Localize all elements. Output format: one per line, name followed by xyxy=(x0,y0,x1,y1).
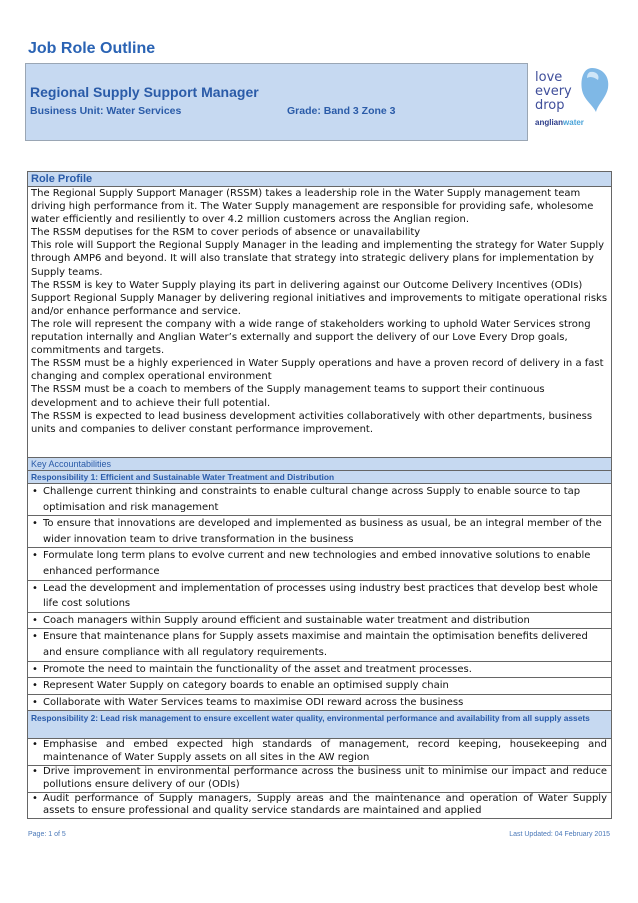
list-item: • Emphasise and embed expected high standards of management, record keeping, housekeeping and maintenance of Water Supply assets on all sites in the AW region xyxy=(28,739,611,766)
key-accountabilities-heading: Key Accountabilities xyxy=(28,458,611,471)
profile-paragraph: The RSSM must be a highly experienced in Water Supply operations and have a proven record of delivery in a fast changing and complex operational environment xyxy=(31,358,604,383)
list-item: • Ensure that maintenance plans for Supply assets maximise and maintain the optimisation benefits delivered and ensure compliance with all regulatory requirements. xyxy=(28,629,611,661)
list-item: • Coach managers within Supply around efficient and sustainable water treatment and distribution xyxy=(28,613,611,630)
list-item: • Represent Water Supply on category boards to enable an optimised supply chain xyxy=(28,678,611,695)
love-every-drop-logo xyxy=(532,62,618,142)
list-item: • To ensure that innovations are developed and implemented as business as usual, be an integral member of the wider innovation team to drive transformation in the business xyxy=(28,516,611,548)
profile-paragraph: The RSSM deputises for the RSM to cover periods of absence or unavailability xyxy=(31,227,421,239)
role-header-box xyxy=(25,63,528,141)
logo-brand-anglian: anglian xyxy=(535,118,564,127)
business-unit-line xyxy=(30,105,525,117)
business-unit: Business Unit: Water Services xyxy=(30,105,182,117)
job-outline-table xyxy=(27,171,612,819)
svg-text:anglianwater xyxy=(535,118,584,127)
document-title: Job Role Outline xyxy=(28,40,156,57)
logo-text-love: love xyxy=(535,70,563,85)
responsibility-1-list xyxy=(28,484,611,711)
role-profile-heading: Role Profile xyxy=(28,172,611,187)
logo-brand-water: water xyxy=(563,118,584,127)
role-title: Regional Supply Support Manager xyxy=(30,84,259,100)
profile-paragraph: The role will represent the company with a wide range of stakeholders working to uphold Water Services strong reputation internally and Anglian Water’s externally and support the delivery of our Love Every Drop goals, commitments and targets. xyxy=(31,318,591,357)
page-number: Page: 1 of 5 xyxy=(28,831,66,838)
profile-paragraph: This role will Support the Regional Supply Manager in the leading and implementing the strategy for Water Supply through AMP6 and beyond. It will also translate that strategy into strategic delivery plans for implementation by Supply teams. xyxy=(31,240,605,278)
grade: Grade: Band 3 Zone 3 xyxy=(287,105,396,117)
role-profile-text xyxy=(28,187,611,458)
list-item: • Promote the need to maintain the functionality of the asset and treatment processes. xyxy=(28,662,611,679)
last-updated: Last Updated: 04 February 2015 xyxy=(509,831,610,838)
responsibility-1-heading: Responsibility 1: Efficient and Sustainable Water Treatment and Distribution xyxy=(28,471,611,484)
profile-paragraph: The RSSM is key to Water Supply playing its part in delivering against our Outcome Delivery Incentives (ODIs) xyxy=(31,279,583,291)
profile-paragraph: The RSSM must be a coach to members of the Supply management teams to support their continuous development and to achieve their full potential. xyxy=(31,384,545,409)
list-item: • Audit performance of Supply managers, Supply areas and the maintenance and operation of Water Supply assets to ensure professional and quality service standards are maintained and applied xyxy=(28,793,611,819)
profile-paragraph: Support Regional Supply Manager by delivering regional initiatives and improvements to mitigate operational risks and/or enhance performance and service. xyxy=(31,292,608,317)
list-item: • Drive improvement in environmental performance across the business unit to minimise our impact and reduce pollutions ensure delivery of our (ODIs) xyxy=(28,766,611,793)
list-item: • Lead the development and implementation of processes using industry best practices that develop best whole life cost solutions xyxy=(28,581,611,613)
logo-text-every: every xyxy=(535,84,572,99)
responsibility-2-heading: Responsibility 2: Lead risk management to ensure excellent water quality, environmental performance and availability from all supply assets xyxy=(28,711,611,739)
responsibility-2-list xyxy=(28,739,611,818)
list-item: • Formulate long term plans to evolve current and new technologies and embed innovative solutions to enable enhanced performance xyxy=(28,548,611,580)
logo-text-drop: drop xyxy=(535,98,565,113)
profile-paragraph: The RSSM is expected to lead business development activities collaboratively with other departments, business units and companies to deliver constant performance improvement. xyxy=(31,410,593,435)
list-item: • Collaborate with Water Services teams to maximise ODI reward across the business xyxy=(28,695,611,711)
logo-graphic xyxy=(532,62,618,142)
profile-paragraph: The Regional Supply Support Manager (RSSM) takes a leadership role in the Water Supply management team driving high performance from it. The Water Supply management are responsible for providing safe, wholesome water efficiently and resiliently to over 4.2 million customers across the Anglian region. xyxy=(31,188,594,226)
list-item: • Challenge current thinking and constraints to enable cultural change across Supply to enable source to tap optimisation and risk management xyxy=(28,484,611,516)
